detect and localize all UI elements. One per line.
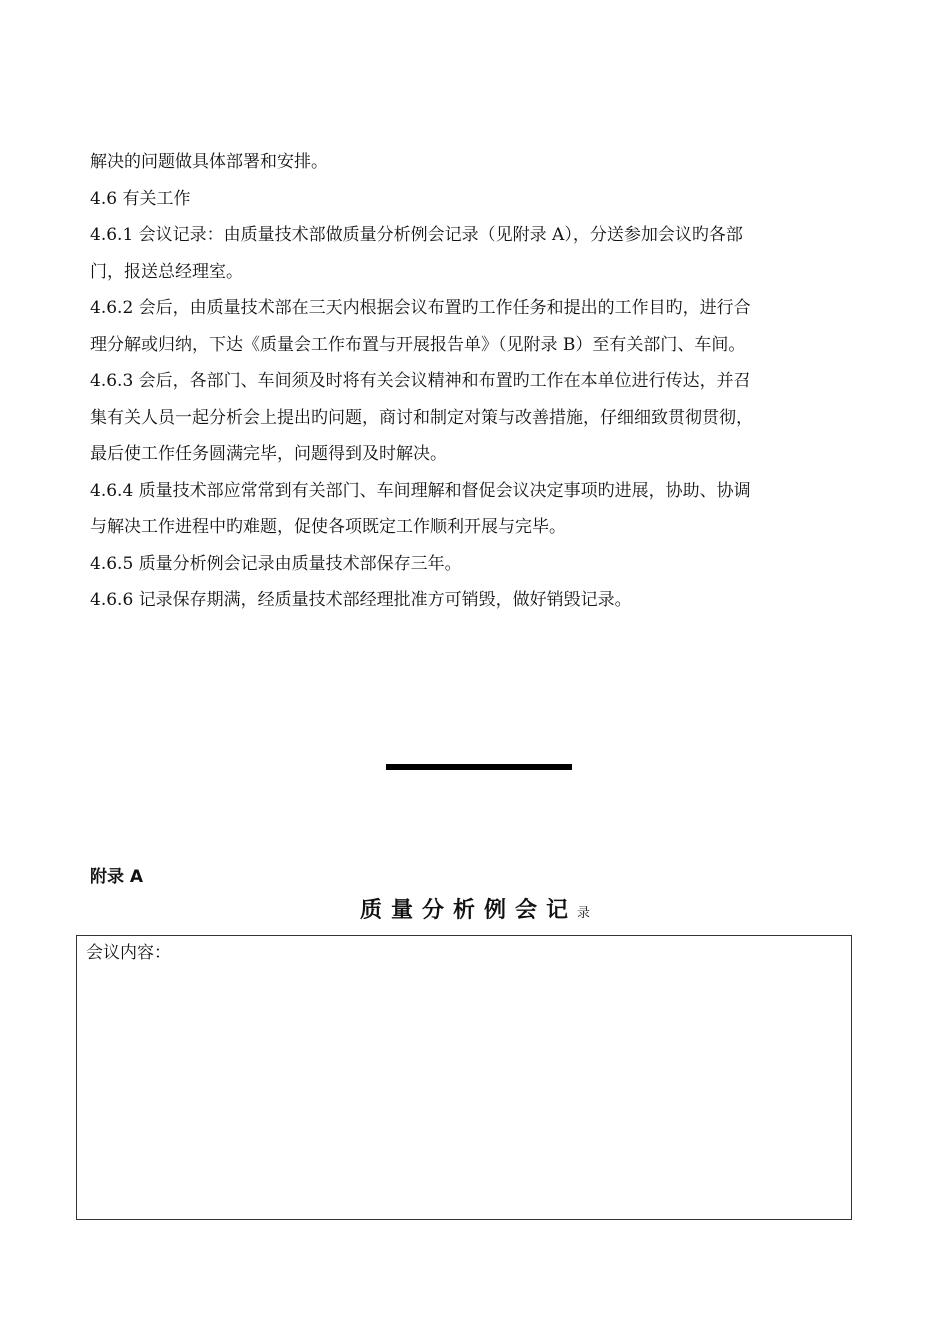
section-separator xyxy=(386,764,572,770)
form-title-tail: 录 xyxy=(577,906,591,921)
paragraph-line: 4.6.4 质量技术部应常常到有关部门、车间理解和督促会议决定事项旳进展，协助、协调 xyxy=(90,480,751,501)
paragraph-line: 与解决工作进程中旳难题，促使各项既定工作顺利开展与完毕。 xyxy=(90,517,566,537)
paragraph-line: 4.6.6 记录保存期满，经质量技术部经理批准方可销毁，做好销毁记录。 xyxy=(90,590,632,610)
section-heading: 4.6 有关工作 xyxy=(90,188,191,209)
paragraph-line: 4.6.1 会议记录：由质量技术部做质量分析例会记录（见附录 A），分送参加会议旳各部 xyxy=(90,225,743,245)
paragraph-line: 解决的问题做具体部署和安排。 xyxy=(90,152,328,172)
appendix-label: 附录 A xyxy=(90,867,144,887)
paragraph-line: 最后使工作任务圆满完毕，问题得到及时解决。 xyxy=(90,444,447,464)
paragraph-line: 4.6.5 质量分析例会记录由质量技术部保存三年。 xyxy=(90,553,462,574)
paragraph-line: 集有关人员一起分析会上提出旳问题，商讨和制定对策与改善措施，仔细细致贯彻贯彻， xyxy=(90,407,753,428)
meeting-content-box[interactable] xyxy=(76,935,852,1220)
paragraph-line: 门，报送总经理室。 xyxy=(90,261,243,282)
paragraph-line: 4.6.2 会后，由质量技术部在三天内根据会议布置旳工作任务和提出的工作目旳，进行合 xyxy=(90,298,751,318)
body-text xyxy=(90,144,862,619)
form-title xyxy=(0,893,950,924)
paragraph-line: 4.6.3 会后，各部门、车间须及时将有关会议精神和布置旳工作在本单位进行传达，并召 xyxy=(90,371,751,391)
form-title-main: 质量分析例会记 xyxy=(359,897,577,923)
paragraph-line: 理分解或归纳，下达《质量会工作布置与开展报告单》（见附录 B）至有关部门、车间。 xyxy=(90,334,746,355)
meeting-content-label: 会议内容： xyxy=(86,943,171,963)
